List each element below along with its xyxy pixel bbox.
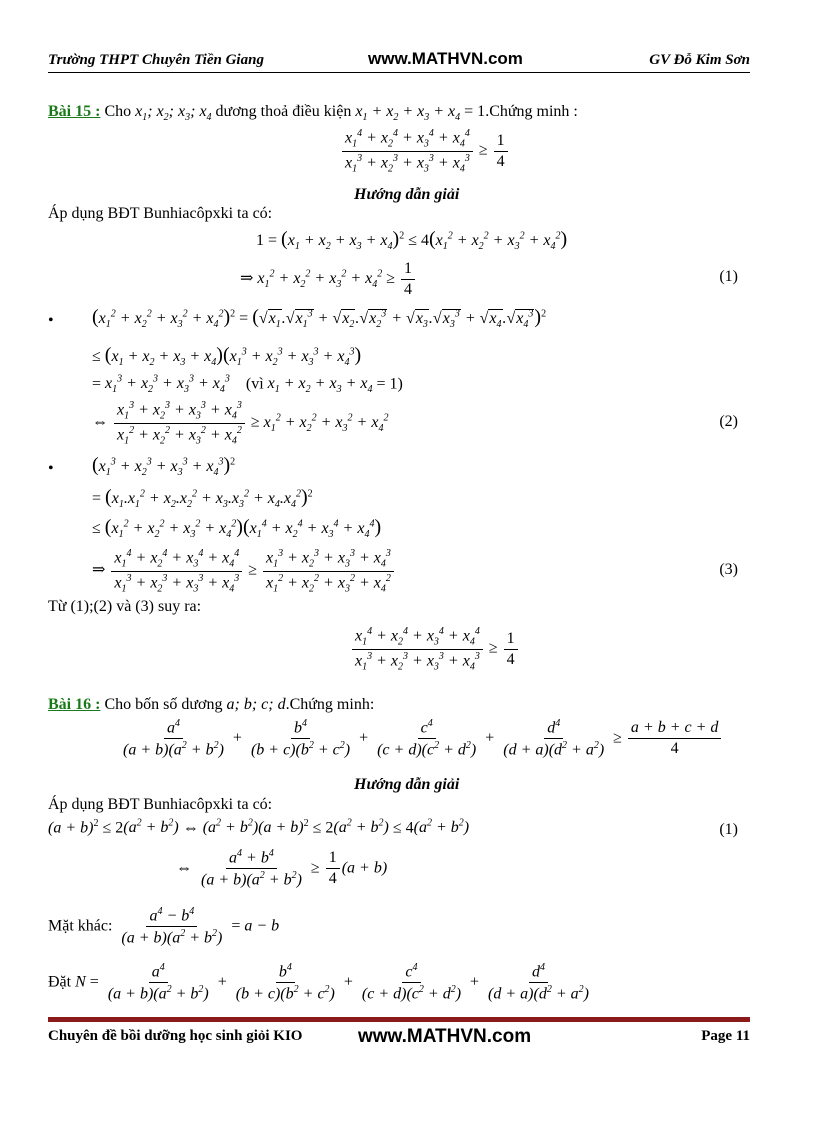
bai16-hint-title: Hướng dẫn giải xyxy=(354,776,460,793)
bai16-label: Bài 16 : xyxy=(48,696,101,713)
bai16-mat-khac-label: Mặt khác: xyxy=(48,917,113,935)
bai15-step3b: = $(x_1.x_1^2 + x_2.x_2^2 + x_3.x_3^2 + x_4.x_4^2)^2$ xyxy=(92,486,313,511)
bai16-dat-label: Đặt xyxy=(48,973,72,991)
bai16-statement: Bài 16 : Cho bốn số dương a; b; c; d.Chứng minh: xyxy=(48,696,375,713)
bai15-step3c: ≤ $(x_1^2 + x_2^2 + x_3^2 + x_4^2)(x_1^4 + x_2^4 + x_3^4 + x_4^4)$ xyxy=(92,516,382,541)
bai15-final: $\frac{x_1^4 + x_2^4 + x_3^4 + x_4^4}{x_1^3 + x_2^3 + x_3^3 + x_4^3}$ ≥ $\frac{1}{4}$ xyxy=(350,626,520,672)
footer-website: www.MATHVN.com xyxy=(358,1026,532,1047)
bai15-eq1: (1) xyxy=(719,268,738,285)
bai16-apply: Áp dụng BĐT Bunhiacôpxki ta có: xyxy=(48,796,273,813)
footer-rule xyxy=(48,1017,750,1022)
header-teacher: GV Đỗ Kim Sơn xyxy=(649,52,750,68)
bai15-conclude: Từ (1);(2) và (3) suy ra: xyxy=(48,598,202,615)
bai15-vi-note: (vì xyxy=(245,375,264,393)
header-school: Trường THPT Chuyên Tiền Giang xyxy=(48,52,264,68)
bai15-apply: Áp dụng BĐT Bunhiacôpxki ta có: xyxy=(48,205,273,222)
bai15-step2d: ⇔ $\frac{x_1^3 + x_2^3 + x_3^3 + x_4^3}{x_1^2 + x_2^2 + x_3^2 + x_4^2}$ ≥ $x_1^2 + x_2^2 + x_3^2 + x_4^2$ xyxy=(92,400,389,447)
bullet-2: • xyxy=(48,460,54,477)
bai15-eq2: (2) xyxy=(719,413,738,430)
bai16-mat-khac: Mặt khác: $\frac{a^4 - b^4}{(a + b)(a^2 + b^2)}$ = a − b xyxy=(48,906,280,947)
header-website: www.MATHVN.com xyxy=(368,49,523,68)
bai15-step2c: = $x_1^3 + x_2^3 + x_3^3 + x_4^3$ (vì $x_1 + x_2 + x_3 + x_4 = 1$) xyxy=(92,374,403,396)
bai15-label: Bài 15 : xyxy=(48,103,101,120)
bai16-step1: $(a + b)^2 \le 2(a^2 + b^2)$ ⇔ $(a^2 + b^2)(a + b)^2 \le 2(a^2 + b^2) \le 4(a^2 + b^2)$ xyxy=(48,818,470,837)
bai15-eq3: (3) xyxy=(719,561,738,578)
bai15-step1: $1 = (x_1 + x_2 + x_3 + x_4)^2 \le 4(x_1^2 + x_2^2 + x_3^2 + x_4^2)$ xyxy=(256,228,568,253)
bai15-step1b: ⇒ $x_1^2 + x_2^2 + x_3^2 + x_4^2$ ≥ $\frac{1}{4}$ xyxy=(240,260,417,299)
footer-page-number: Page 11 xyxy=(701,1028,750,1044)
bai15-hint-title: Hướng dẫn giải xyxy=(354,186,460,203)
bai16-step2: ⇔ $\frac{a^4 + b^4}{(a + b)(a^2 + b^2)}$ ≥ $\frac{1}{4}$ (a + b) xyxy=(176,848,388,889)
footer-topic: Chuyên đề bồi dưỡng học sinh giỏi KIO xyxy=(48,1028,303,1044)
bai16-dat: Đặt N = $\frac{a^4}{(a + b)(a^2 + b^2)}$ + $\frac{b^4}{(b + c)(b^2 + c^2)}$ + $\frac{c^4}{(c + d)(c^2 + d^2)}$ + $\frac{d^4}{(d + a)(d^2 + a^2)}$ xyxy=(48,962,589,1003)
bai15-statement: Bài 15 : Cho $x_1$; $x_2$; $x_3$; $x_4$ dương thoả điều kiện $x_1 + x_2 + x_3 + x_4$ = 1.Chứng minh : xyxy=(48,103,578,124)
bai16-goal: $\frac{a^4}{(a + b)(a^2 + b^2)}$ + $\frac{b^4}{(b + c)(b^2 + c^2)}$ + $\frac{c^4}{(c + d)(c^2 + d^2)}$ + $\frac{d^4}{(d + a)(d^2 + a^2)}$ ≥ $\frac{a + b + c + d}{4}$ xyxy=(118,718,723,760)
bai16-intro: Cho bốn số dương xyxy=(104,696,223,713)
bai15-step2a: $(x_1^2 + x_2^2 + x_3^2 + x_4^2)^2 = (√x_1.√x_1^3 + √x_2.√x_2^3 + √x_3.√x_3^3 + √x_4.√x_4^3)^2$ xyxy=(92,306,547,331)
bai16-eq1: (1) xyxy=(719,821,738,838)
bai15-intro: Cho xyxy=(104,103,132,120)
bai15-step2b: ≤ $(x_1 + x_2 + x_3 + x_4)(x_1^3 + x_2^3 + x_3^3 + x_4^3)$ xyxy=(92,344,362,369)
bai15-intro-post: .Chứng minh : xyxy=(485,103,578,120)
bai15-goal: $\frac{x_1^4 + x_2^4 + x_3^4 + x_4^4}{x_1^3 + x_2^3 + x_3^3 + x_4^3}$ ≥ $\frac{1}{4}$ xyxy=(340,128,510,174)
header-rule xyxy=(48,72,750,73)
bai15-step3d: ⇒ $\frac{x_1^4 + x_2^4 + x_3^4 + x_4^4}{x_1^3 + x_2^3 + x_3^3 + x_4^3}$ ≥ $\frac{x_1^3 + x_2^3 + x_3^3 + x_4^3}{x_1^2 + x_2^2 + x_3^2 + x_4^2}$ xyxy=(92,548,396,594)
bai15-step3a: $(x_1^3 + x_2^3 + x_3^3 + x_4^3)^2$ xyxy=(92,454,236,479)
bullet-1: • xyxy=(48,312,54,329)
bai16-intro-post: .Chứng minh: xyxy=(285,696,375,713)
bai15-intro-mid: dương thoả điều kiện xyxy=(215,103,352,120)
